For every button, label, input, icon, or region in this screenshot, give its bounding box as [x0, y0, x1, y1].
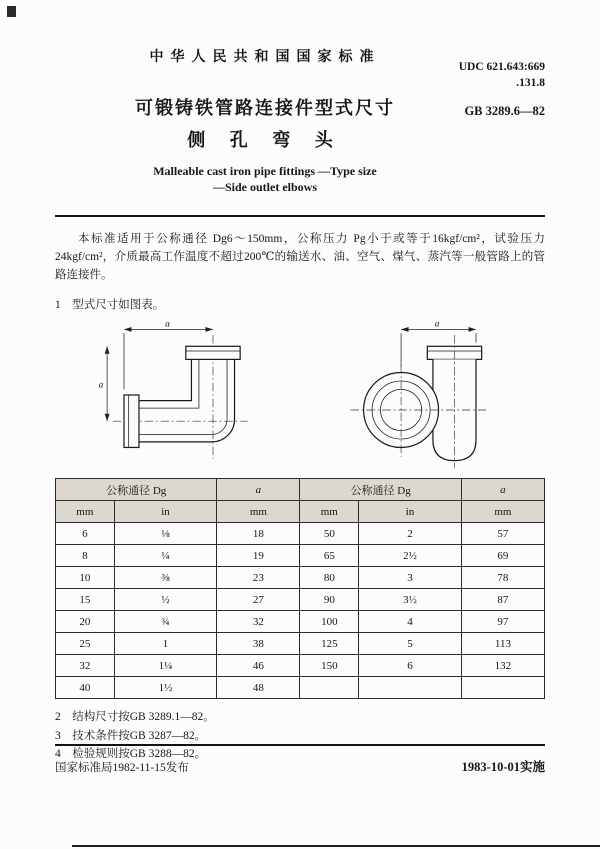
- clause-3: 3 技术条件按GB 3287—82。: [55, 729, 207, 742]
- title-english-line2: —Side outlet elbows: [212, 179, 317, 194]
- table-cell-r_in: 5: [359, 633, 462, 655]
- table-row: [56, 567, 545, 589]
- table-cell-r_in: 4: [359, 611, 462, 633]
- table-cell-r_a: 132: [461, 655, 544, 677]
- table-cell-r_mm: 65: [300, 545, 359, 567]
- header-divider-rule: [55, 215, 545, 217]
- footer-effective-date: 1983-10-01实施: [461, 760, 545, 774]
- clause-2: 2 结构尺寸按GB 3289.1—82。: [55, 711, 215, 724]
- table-cell-r_a: 69: [461, 545, 544, 567]
- table-cell-l_in: 1½: [114, 677, 217, 699]
- table-row: [56, 611, 545, 633]
- udc-line-2: .131.8: [516, 76, 545, 89]
- table-row: [56, 655, 545, 677]
- table-cell-l_in: 1¼: [114, 655, 217, 677]
- elbow-section-figure: [94, 320, 272, 470]
- table-cell-r_mm: 100: [300, 611, 359, 633]
- scan-edge-line: [72, 845, 600, 847]
- table-cell-l_in: ⅛: [114, 523, 217, 545]
- table-cell-l_in: ¾: [114, 611, 217, 633]
- header-a-left: a: [217, 479, 300, 501]
- table-row: [56, 677, 545, 699]
- table-cell-r_a: 78: [461, 567, 544, 589]
- table-cell-l_mm: 8: [56, 545, 115, 567]
- table-cell-l_in: ⅜: [114, 567, 217, 589]
- table-cell-r_mm: 150: [300, 655, 359, 677]
- subheader-a-mm: mm: [461, 501, 544, 523]
- table-row: [56, 545, 545, 567]
- table-cell-r_a: 97: [461, 611, 544, 633]
- table-cell-r_a: [461, 677, 544, 699]
- clause-4: 4 检验规则按GB 3288—82。: [55, 747, 207, 760]
- title-chinese-line2: 侧 孔 弯 头: [187, 130, 343, 150]
- dim-label-a-left: a: [98, 380, 104, 391]
- table-cell-l_mm: 40: [56, 677, 115, 699]
- table-cell-r_mm: 50: [300, 523, 359, 545]
- footer: [55, 744, 545, 775]
- table-cell-r_mm: 90: [300, 589, 359, 611]
- dimension-line-left: [99, 346, 110, 421]
- table-cell-r_in: 6: [359, 655, 462, 677]
- udc-block: [459, 60, 545, 91]
- elbow-body-outline: [124, 346, 240, 447]
- table-cell-r_a: 87: [461, 589, 544, 611]
- table-cell-l_a: 27: [217, 589, 300, 611]
- subheader-a-mm: mm: [217, 501, 300, 523]
- table-cell-l_mm: 32: [56, 655, 115, 677]
- dim-label-a-top: a: [165, 320, 170, 330]
- title-chinese-line1: 可锻铸铁管路连接件型式尺寸: [135, 98, 395, 118]
- subheader-in: in: [114, 501, 217, 523]
- table-subheader-row: [56, 501, 545, 523]
- elbow-front-figure: [328, 320, 506, 470]
- table-cell-l_in: 1: [114, 633, 217, 655]
- figures-row: [55, 320, 545, 470]
- table-row: [56, 589, 545, 611]
- table-cell-r_mm: 80: [300, 567, 359, 589]
- table-cell-r_in: 2½: [359, 545, 462, 567]
- table-cell-r_mm: [300, 677, 359, 699]
- table-row: [56, 523, 545, 545]
- scan-corner-mark: [7, 6, 16, 17]
- gb-standard-number: GB 3289.6—82: [464, 104, 545, 118]
- title-english-line1: Malleable cast iron pipe fittings —Type size: [153, 164, 377, 178]
- subheader-in: in: [359, 501, 462, 523]
- table-cell-l_a: 23: [217, 567, 300, 589]
- table-cell-l_a: 18: [217, 523, 300, 545]
- table-cell-r_in: 2: [359, 523, 462, 545]
- table-cell-r_a: 57: [461, 523, 544, 545]
- subheader-mm: mm: [56, 501, 115, 523]
- table-cell-l_a: 46: [217, 655, 300, 677]
- table-cell-r_in: 3½: [359, 589, 462, 611]
- table-cell-l_mm: 6: [56, 523, 115, 545]
- udc-line-1: UDC 621.643:669: [458, 61, 545, 73]
- table-cell-r_in: 3: [359, 567, 462, 589]
- scope-paragraph: 本标准适用于公称通径 Dg6～150mm，公称压力 Pg小于或等于16kgf/cm²，试验压力24kgf/cm²，介质最高工作温度不超过200℃的输送水、油、空气、煤气、蒸汽等一般管路上的管路连接件。: [55, 233, 545, 281]
- table-cell-l_a: 48: [217, 677, 300, 699]
- clause-1: 1 型式尺寸如图表。: [55, 299, 165, 312]
- table-row: [56, 633, 545, 655]
- table-cell-l_mm: 20: [56, 611, 115, 633]
- table-cell-l_in: ¼: [114, 545, 217, 567]
- dim-label-a-top: a: [434, 320, 440, 330]
- subheader-mm: mm: [300, 501, 359, 523]
- dimension-table: [55, 478, 545, 699]
- table-cell-l_mm: 15: [56, 589, 115, 611]
- header-nominal-diameter-left: 公称通径 Dg: [56, 479, 217, 501]
- header-nominal-diameter-right: 公称通径 Dg: [300, 479, 461, 501]
- header-a-right: a: [461, 479, 544, 501]
- table-cell-l_a: 32: [217, 611, 300, 633]
- table-header-row: [56, 479, 545, 501]
- table-cell-r_mm: 125: [300, 633, 359, 655]
- table-cell-l_a: 38: [217, 633, 300, 655]
- table-cell-r_in: [359, 677, 462, 699]
- table-cell-l_in: ½: [114, 589, 217, 611]
- national-standard-header: 中华人民共和国国家标准: [149, 50, 381, 65]
- table-body: [56, 523, 545, 699]
- elbow-body-outline: [364, 346, 482, 460]
- table-cell-r_a: 113: [461, 633, 544, 655]
- table-cell-l_mm: 10: [56, 567, 115, 589]
- table-cell-l_mm: 25: [56, 633, 115, 655]
- table-cell-l_a: 19: [217, 545, 300, 567]
- footer-issued-by: 国家标准局1982-11-15发布: [55, 762, 189, 774]
